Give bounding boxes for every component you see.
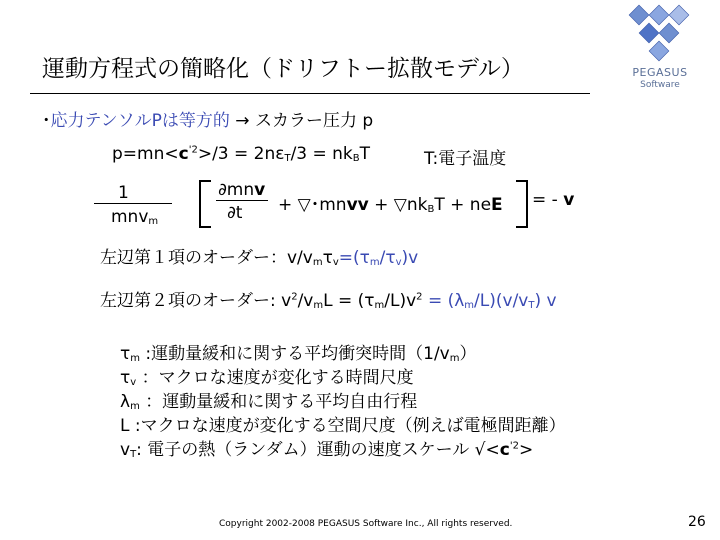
frac-den-text: mnv	[111, 207, 149, 227]
copyright-notice: Copyright 2002-2008 PEGASUS Software Inc., All rights reserved.	[219, 519, 513, 529]
definition-vT	[120, 435, 533, 460]
def-symbol: τ	[120, 368, 131, 388]
pressure-sub-T: T	[284, 153, 291, 164]
page-title: 運動方程式の簡略化（ドリフトー拡散モデル）	[42, 56, 524, 82]
order1-c: =(τ	[338, 248, 370, 268]
bullet-text-b: 等方的	[178, 111, 230, 131]
def-symbol: λ	[120, 392, 131, 412]
def-sub: m	[130, 353, 140, 364]
def-text: :運動量緩和に関する平均衝突時間（1/v	[140, 344, 450, 364]
def-symbol: τ	[120, 344, 131, 364]
time-derivative-bar	[216, 200, 268, 201]
def-sub: T	[130, 449, 137, 460]
def-symbol: v	[120, 440, 131, 460]
order2-s1: m	[313, 300, 324, 311]
def-text: ：運動量緩和に関する平均自由行程	[139, 392, 418, 412]
def-sub: v	[130, 377, 137, 388]
order1-s2: v	[332, 257, 339, 268]
def-text: : 電子の熱（ランダム）運動の速度スケール √<	[136, 440, 500, 460]
order1-d: /τ	[379, 248, 396, 268]
fraction-denominator	[111, 207, 158, 227]
order2-d: /L)v	[384, 291, 417, 311]
order2-s4: T	[528, 300, 535, 311]
definition-tau-m	[120, 339, 477, 364]
second-term-order	[100, 286, 557, 311]
pressure-a: p=mn<	[112, 144, 179, 164]
pressure-c-sup: '2	[188, 144, 198, 156]
pressure-relation	[112, 144, 370, 164]
pressure-c: c	[178, 144, 189, 164]
order2-c: L = (τ	[323, 291, 375, 311]
bullet-text-a: 応力テンソルPは	[50, 111, 179, 131]
temperature-note: T:電子温度	[424, 149, 507, 169]
eq-term-2: vv	[346, 195, 369, 215]
eq-term-5: E	[491, 195, 503, 215]
eq-term-3-sub: B	[427, 204, 435, 215]
order2-s3: m	[464, 300, 475, 311]
def-tail-sup: '2	[509, 440, 519, 452]
frac-den-sub: m	[148, 216, 159, 227]
right-bracket	[516, 180, 528, 228]
order2-f: /L)(v/v	[474, 291, 529, 311]
pressure-c2: /3 = nk	[290, 144, 353, 164]
order2-sup1: 2	[291, 291, 298, 303]
definition-tau-v	[120, 363, 414, 388]
order2-sup2: 2	[416, 291, 423, 303]
equation-terms	[278, 190, 503, 215]
title-divider	[30, 93, 590, 94]
pressure-b: >/3 = 2nε	[197, 144, 285, 164]
order1-s3: m	[369, 257, 380, 268]
first-term-order	[100, 243, 418, 268]
order1-s4: v	[395, 257, 402, 268]
eq-term-1: + ▽･mn	[278, 195, 347, 215]
rhs-a: = -	[532, 190, 564, 210]
fraction-numerator: 1	[118, 183, 129, 203]
left-bracket	[199, 180, 211, 228]
logo-name: PEGASUS	[632, 66, 688, 79]
def-sub: m	[130, 401, 140, 412]
order1-a: 左辺第１項のオーダー：v/v	[100, 248, 313, 268]
eq-term-4: T + ne	[434, 195, 492, 215]
def-tail: ）	[459, 344, 477, 364]
eq-term-3: + ▽nk	[368, 195, 428, 215]
def-tail-end: >	[518, 440, 534, 460]
rhs-b: v	[563, 190, 575, 210]
pressure-d: T	[359, 144, 371, 164]
page-number: 26	[688, 514, 706, 530]
pressure-sub-B: B	[352, 153, 360, 164]
order2-g: ) v	[534, 291, 557, 311]
dt-num-a: ∂mn	[218, 180, 255, 200]
order2-s2: m	[374, 300, 385, 311]
def-symbol: L	[120, 416, 130, 436]
order1-b: τ	[322, 248, 333, 268]
bullet-line	[42, 106, 373, 131]
bullet-marker: ･	[42, 111, 51, 131]
fraction-bar	[94, 203, 172, 204]
def-text: ：マクロな速度が変化する時間尺度	[136, 368, 414, 388]
time-derivative-numerator	[218, 180, 265, 200]
definition-L	[120, 411, 566, 436]
definition-lambda-m	[120, 387, 417, 412]
def-sub2: m	[449, 353, 460, 364]
def-text: :マクロな速度が変化する空間尺度（例えば電極間距離）	[129, 416, 566, 436]
def-tail: c	[499, 440, 510, 460]
order2-e: = (λ	[422, 291, 465, 311]
order1-e: )v	[401, 248, 419, 268]
order2-b: /v	[297, 291, 314, 311]
time-derivative-denominator: ∂t	[227, 203, 243, 223]
bullet-text-c: → スカラー圧力 p	[229, 111, 374, 131]
dt-num-b: v	[254, 180, 266, 200]
order2-a: 左辺第２項のオーダー: v	[100, 291, 292, 311]
logo-subtitle: Software	[640, 80, 680, 90]
equation-rhs	[532, 190, 574, 210]
order1-s1: m	[312, 257, 323, 268]
